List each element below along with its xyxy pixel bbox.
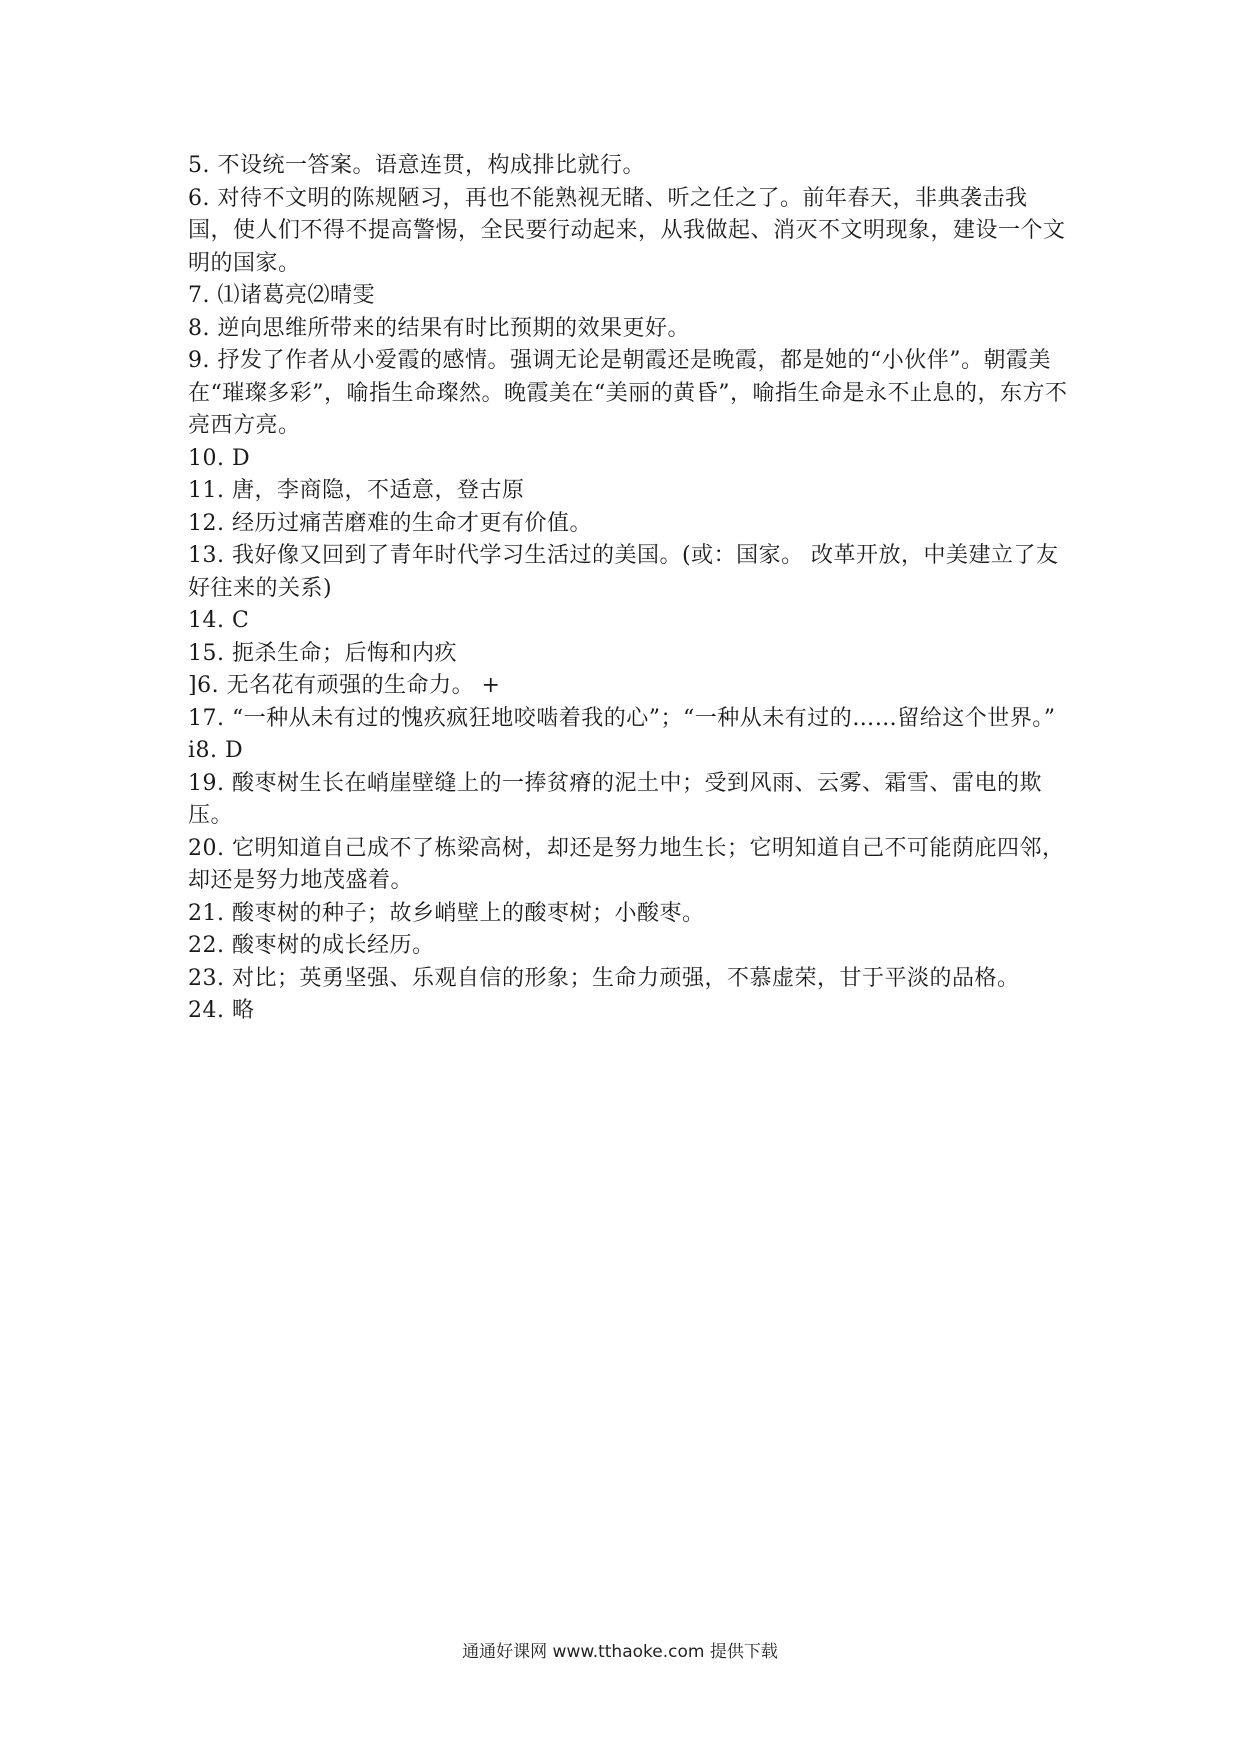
answer-list [188, 150, 1068, 1028]
answer-15: 15. 扼杀生命；后悔和内疚 [188, 640, 457, 666]
answer-7: 7. ⑴诸葛亮⑵晴雯 [188, 283, 375, 308]
answer-16: ]6. 无名花有顽强的生命力。 + [188, 673, 501, 698]
answer-18: i8. D [188, 738, 244, 763]
answer-10: 10. D [188, 445, 251, 471]
answer-5: 5. 不设统一答案。语意连贯，构成排比就行。 [188, 153, 645, 178]
answer-13: 13. 我好像又回到了青年时代学习生活过的美国。(或：国家。 改革开放，中美建立了友好往来的关系) [188, 543, 1059, 601]
answer-14: 14. C [188, 608, 250, 633]
answer-6: 6. 对待不文明的陈规陋习，再也不能熟视无睹、听之任之了。前年春天，非典袭击我国，使人们不得不提高警惕，全民要行动起来，从我做起、消灭不文明现象，建设一个文明的国家。 [188, 185, 1066, 276]
answer-8: 8. 逆向思维所带来的结果有时比预期的效果更好。 [188, 315, 690, 341]
answer-21: 21. 酸枣树的种子；故乡峭壁上的酸枣树；小酸枣。 [188, 900, 705, 926]
answer-12: 12. 经历过痛苦磨难的生命才更有价值。 [188, 510, 592, 536]
answer-19: 19. 酸枣树生长在峭崖壁缝上的一捧贫瘠的泥土中；受到风雨、云雾、霜雪、雷电的欺压。 [188, 770, 1042, 828]
answer-22: 22. 酸枣树的成长经历。 [188, 933, 435, 958]
page-footer: 通通好课网 www.tthaoke.com 提供下载 [462, 1642, 778, 1662]
answer-11: 11. 唐，李商隐，不适意，登古原 [188, 478, 525, 503]
answer-20: 20. 它明知道自己成不了栋梁高树，却还是努力地生长；它明知道自己不可能荫庇四邻，却还是努力地茂盛着。 [188, 835, 1065, 893]
answer-24: 24. 略 [188, 998, 255, 1023]
answer-17: 17. “一种从未有过的愧疚疯狂地咬啮着我的心”；“一种从未有过的……留给这个世界。” [188, 705, 1056, 731]
answer-23: 23. 对比；英勇坚强、乐观自信的形象；生命力顽强，不慕虚荣，甘于平淡的品格。 [188, 965, 1020, 991]
answer-9: 9. 抒发了作者从小爱霞的感情。强调无论是朝霞还是晚霞，都是她的“小伙伴”。朝霞美在“璀璨多彩”，喻指生命璨然。晚霞美在“美丽的黄昏”，喻指生命是永不止息的，东方不亮西方亮。 [188, 348, 1068, 438]
